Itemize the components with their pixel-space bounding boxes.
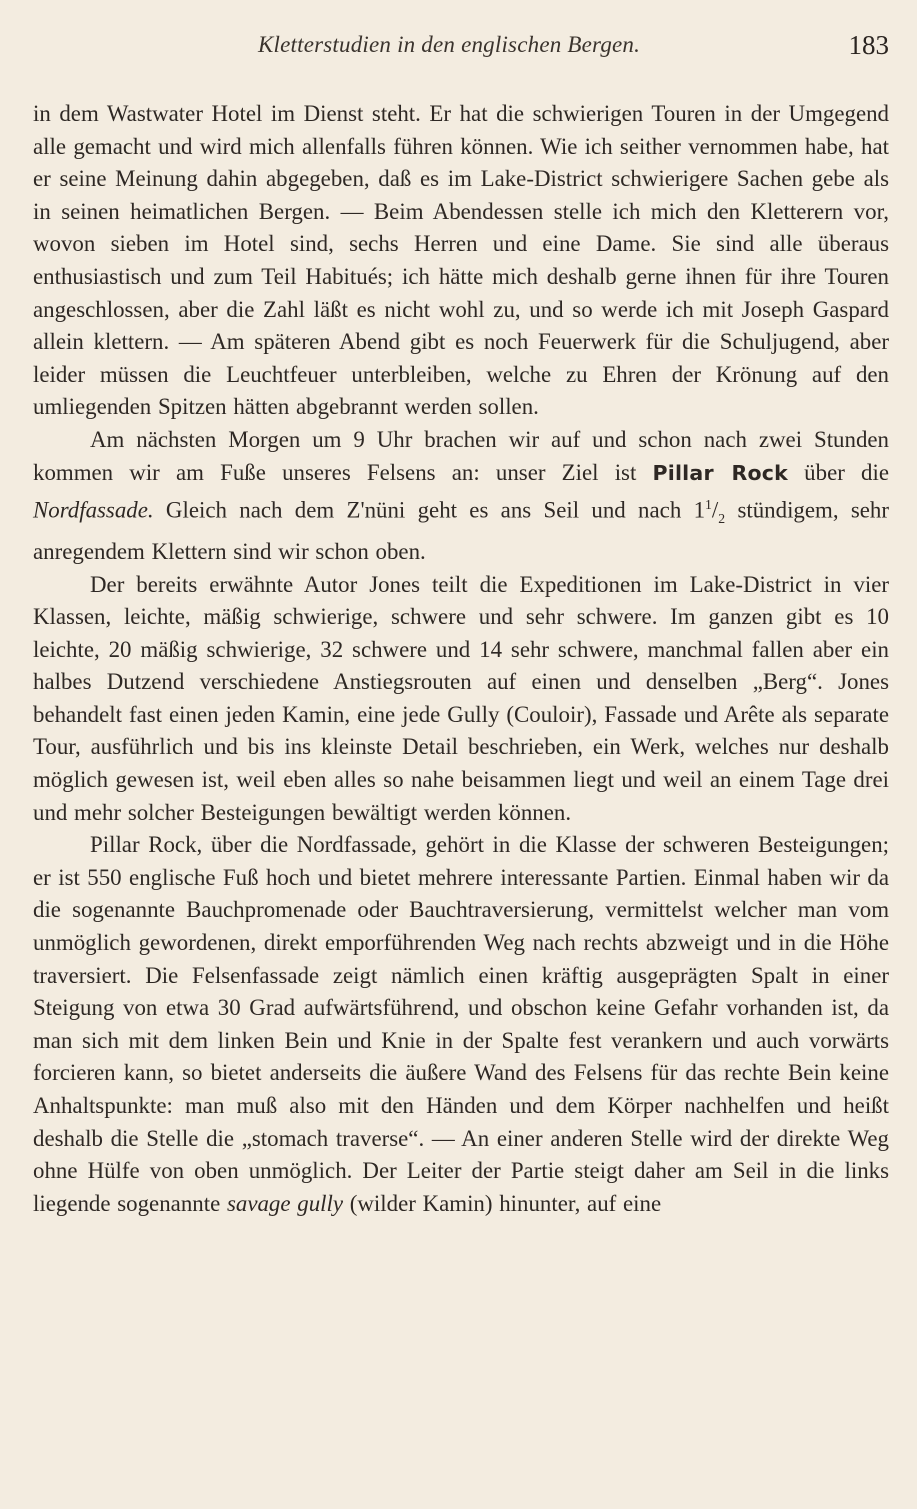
paragraph-2: Am nächsten Morgen um 9 Uhr brachen wir auf und schon nach zwei Stunden kommen wir am Fuße unseres Felsens an: unser Ziel ist Pillar Rock über die Nordfassade. Gleich nach dem Z'nüni geht es ans Seil und nach $1^1/_2$ stündigem, sehr anregendem Klettern sind wir schon oben. bbox=[33, 426, 890, 564]
fraction-denominator: 2 bbox=[718, 511, 726, 527]
paragraph-2-text-b: über die bbox=[788, 459, 889, 485]
page-header bbox=[0, 30, 917, 70]
pillar-rock-emphasis: Pillar Rock bbox=[652, 460, 788, 485]
paragraph-2-text-d: stündigem, sehr anregendem Klettern sind wir schon oben. bbox=[33, 497, 890, 564]
paragraph-3: Der bereits erwähnte Autor Jones teilt die Expeditionen im Lake-District in vier Klassen, leichte, mäßig schwierige, schwere und sehr schwere. Im ganzen gibt es 10 leichte, 20 mäßig schwierige, 32 schwere und 14 sehr schwere, manchmal fallen aber ein halbes Dutzend verschiedene Anstiegsrouten auf einen und denselben „Berg“. Jones behandelt fast einen jeden Kamin, eine jede Gully (Couloir), Fassade und Arête als separate Tour, ausführlich und bis ins kleinste Detail beschrieben, ein Werk, welches nur deshalb möglich gewesen ist, weil eben alles so nahe beisammen liegt und weil an einem Tage drei und mehr solcher Besteigungen bewältigt werden können. bbox=[33, 571, 889, 825]
paragraph-2-text-a: Am nächsten Morgen um 9 Uhr brachen wir auf und schon nach zwei Stunden kommen wir am Fuße unseres Felsens an: unser Ziel ist bbox=[33, 426, 889, 485]
nordfassade-emphasis: Nordfassade. bbox=[33, 497, 154, 523]
running-title: Kletterstudien in den englischen Bergen. bbox=[258, 32, 641, 57]
paragraph-1: in dem Wastwater Hotel im Dienst steht. Er hat die schwierigen Touren in der Umgegend alle gemacht und wird mich allenfalls führen können. Wie ich seither vernommen habe, hat er seine Meinung dahin abgegeben, daß es im Lake-District schwierigere Sachen gebe als in seinen heimatlichen Bergen. — Beim Abendessen stelle ich mich den Kletterern vor, wovon sieben im Hotel sind, sechs Herren und eine Dame. Sie sind alle überaus enthusiastisch und zum Teil Habitués; ich hätte mich deshalb gerne ihnen für ihre Touren angeschlossen, aber die Zahl läßt es nicht wohl zu, und so werde ich mit Joseph Gaspard allein klettern. — Am späteren Abend gibt es noch Feuerwerk für die Schuljugend, aber leider müssen die Leuchtfeuer unterbleiben, welche zu Ehren der Krönung auf den umliegenden Spitzen hätten abgebrannt werden sollen. bbox=[33, 101, 889, 420]
paragraph-4 bbox=[33, 829, 889, 1220]
fraction-numerator: 1 bbox=[705, 497, 712, 513]
paragraph-4-text-b: (wilder Kamin) hinunter, auf eine bbox=[343, 1190, 662, 1216]
savage-gully-emphasis: savage gully bbox=[226, 1190, 344, 1216]
page-number: 183 bbox=[848, 30, 889, 60]
paragraph-2-text-c: Gleich nach dem Z'nüni geht es ans Seil und nach 1 bbox=[153, 497, 706, 523]
body-text bbox=[33, 98, 889, 1220]
paragraph-4-text-a: Pillar Rock, über die Nordfassade, gehört in die Klasse der schweren Besteigungen; er ist 550 englische Fuß hoch und bietet mehrere interessante Partien. Einmal haben wir da die sogenannte Bauchpromenade oder Bauchtraversierung, vermittelst welcher man vom unmöglich gewordenen, direkt emporführenden Weg nach rechts abzweigt und in die Höhe traversiert. Die Felsenfassade zeigt nämlich einen kräftig ausgeprägten Spalt in einer Steigung von etwa 30 Grad aufwärtsführend, und obschon keine Gefahr vorhanden ist, da man sich mit dem linken Bein und Knie in der Spalte fest verankern und auch vorwärts forcieren kann, so bietet anderseits die äußere Wand des Felsens für das rechte Bein keine Anhaltspunkte: man muß also mit den Händen und dem Körper nachhelfen und heißt deshalb die Stelle die „stomach traverse“. — An einer anderen Stelle wird der direkte Weg ohne Hülfe von oben unmöglich. Der Leiter der Partie steigt daher am Seil in die links liegende sogenannte bbox=[33, 832, 889, 1216]
